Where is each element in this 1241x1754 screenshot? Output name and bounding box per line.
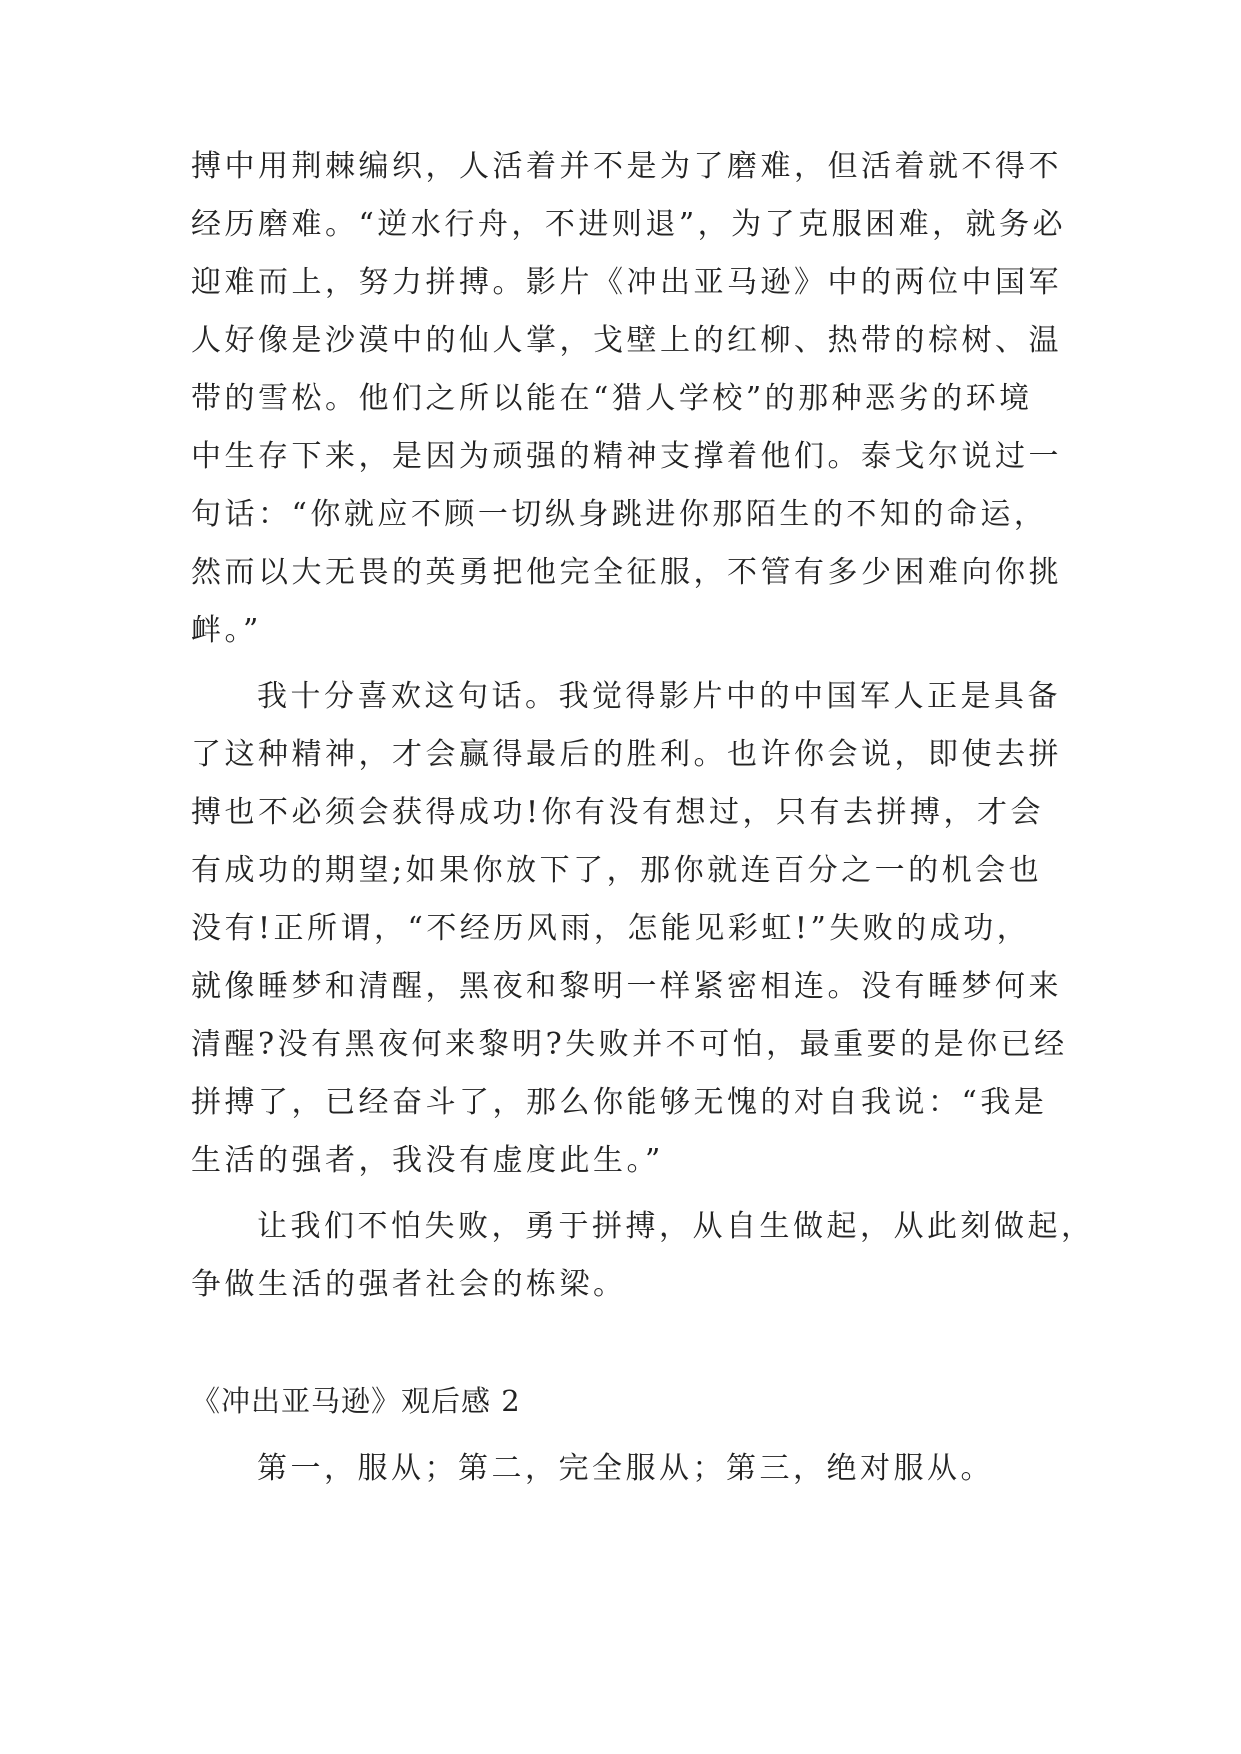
text-line: 生活的强者，我没有虚度此生。” xyxy=(191,1143,664,1178)
text-line: 我十分喜欢这句话。我觉得影片中的中国军人正是具备 xyxy=(257,679,1061,714)
text-line: 争做生活的强者社会的栋梁。 xyxy=(191,1267,627,1302)
paragraph-gap xyxy=(191,660,1051,668)
text-line: 清醒?没有黑夜何来黎明?失败并不可怕，最重要的是你已经 xyxy=(191,1027,1068,1062)
paragraph-3 xyxy=(191,1198,1095,1314)
paragraph-1 xyxy=(191,138,1067,660)
text-line: 拼搏了，已经奋斗了，那么你能够无愧的对自我说：“我是 xyxy=(191,1085,1048,1120)
text-line: 带的雪松。他们之所以能在“猎人学校”的那种恶劣的环境 xyxy=(191,381,1033,416)
text-line: 中生存下来，是因为顽强的精神支撑着他们。泰戈尔说过一 xyxy=(191,439,1062,474)
body-text xyxy=(191,138,1095,1314)
text-line: 搏也不必须会获得成功!你有没有想过，只有去拼搏，才会 xyxy=(191,795,1045,830)
text-line: 让我们不怕失败，勇于拼搏，从自生做起，从此刻做起， xyxy=(257,1209,1095,1244)
text-line: 衅。” xyxy=(191,613,262,648)
paragraph-4: 第一，服从；第二，完全服从；第三，绝对服从。 xyxy=(257,1451,994,1486)
text-line: 然而以大无畏的英勇把他完全征服，不管有多少困难向你挑 xyxy=(191,555,1062,590)
paragraph-gap xyxy=(191,1190,1051,1198)
text-line: 人好像是沙漠中的仙人掌，戈壁上的红柳、热带的棕树、温 xyxy=(191,323,1062,358)
text-line: 迎难而上，努力拼搏。影片《冲出亚马逊》中的两位中国军 xyxy=(191,265,1062,300)
text-line: 没有!正所谓，“不经历风雨，怎能见彩虹!”失败的成功， xyxy=(191,911,1031,946)
text-line: 有成功的期望;如果你放下了，那你就连百分之一的机会也 xyxy=(191,853,1043,888)
text-line: 了这种精神，才会赢得最后的胜利。也许你会说，即使去拼 xyxy=(191,737,1062,772)
section-heading: 《冲出亚马逊》观后感 2 xyxy=(191,1384,521,1418)
text-line: 句话：“你就应不顾一切纵身跳进你那陌生的不知的命运， xyxy=(191,497,1048,532)
paragraph-2 xyxy=(191,668,1068,1190)
text-line: 就像睡梦和清醒，黑夜和黎明一样紧密相连。没有睡梦何来 xyxy=(191,969,1062,1004)
text-line: 经历磨难。“逆水行舟，不进则退”，为了克服困难，就务必 xyxy=(191,207,1067,242)
text-line: 搏中用荆棘编织，人活着并不是为了磨难，但活着就不得不 xyxy=(191,149,1062,184)
